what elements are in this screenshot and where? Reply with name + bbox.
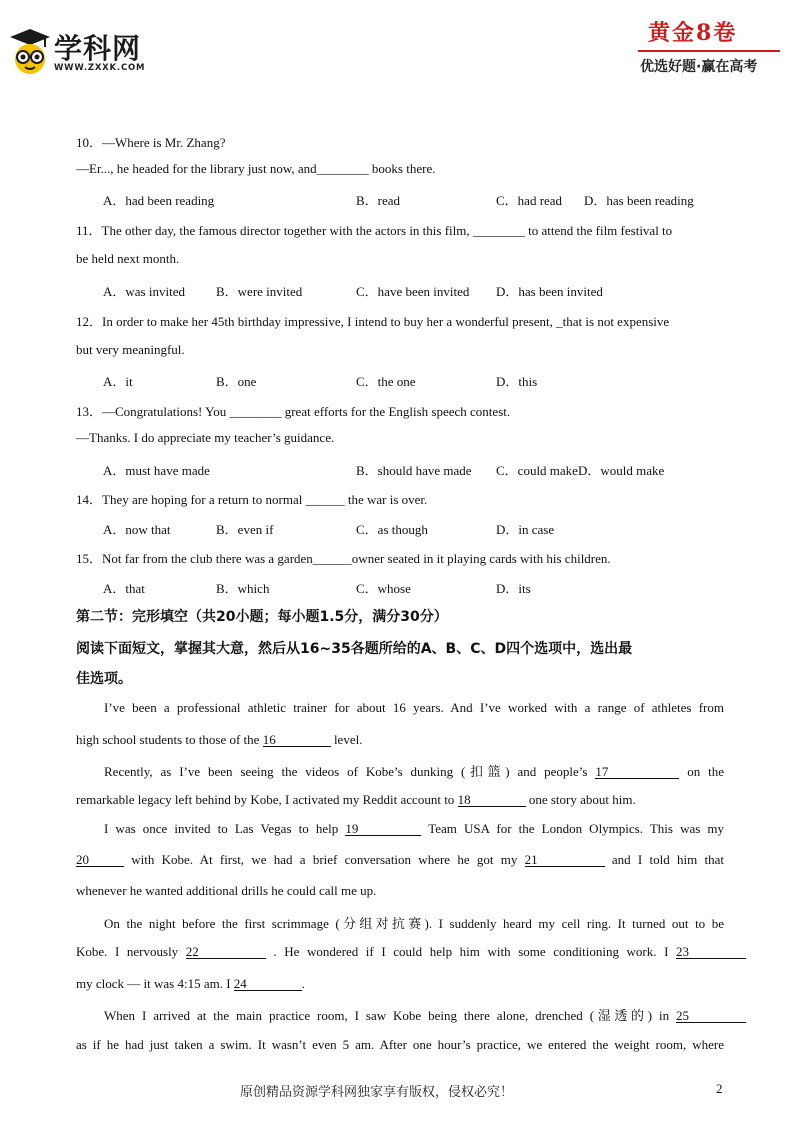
option-b: B．were invited — [216, 284, 303, 299]
option-b: B．read — [356, 193, 401, 208]
section-title: 第二节：完形填空（共20小题；每小题1.5分，满分30分） — [76, 609, 448, 625]
option-a: A．now that — [103, 522, 171, 537]
blank-21: 21 — [525, 853, 605, 867]
question-14-line-1: 14．They are hoping for a return to normal ______ the war is over. — [76, 492, 428, 507]
brand-title: 黄金8卷 — [648, 20, 738, 46]
blank-19: 19 — [345, 822, 421, 836]
passage-line: my clock — it was 4:15 am. I 24 . — [76, 976, 306, 991]
passage-line: Recently, as I’ve been seeing the videos of Kobe’s dunking (扣篮) and people’s 17 on the — [104, 764, 725, 779]
option-d: D．has been invited — [496, 284, 603, 299]
passage-line: high school students to those of the 16 level. — [76, 732, 363, 747]
blank-17: 17 — [595, 765, 679, 779]
blank-18: 18 — [458, 793, 526, 807]
option-b: B．should have made — [356, 463, 472, 478]
option-b: B．even if — [216, 522, 274, 537]
option-c: C．had read — [496, 193, 563, 208]
logo-url: WWW.ZXXK.COM — [54, 63, 146, 73]
passage-line: remarkable legacy left behind by Kobe, I activated my Reddit account to 18 one story about him. — [76, 792, 636, 807]
brand-divider — [638, 50, 780, 52]
page-number: 2 — [716, 1081, 723, 1096]
option-a: A．that — [103, 581, 145, 596]
question-13-line-2: —Thanks. I do appreciate my teacher’s guidance. — [76, 430, 335, 445]
blank-24: 24 — [234, 977, 302, 991]
option-d: D．in case — [496, 522, 555, 537]
option-a: A．was invited — [103, 284, 185, 299]
question-12-line-1: 12．In order to make her 45th birthday impressive, I intend to buy her a wonderful present, _that is not expensive — [76, 314, 670, 329]
option-c: C．the one — [356, 374, 416, 389]
blank-16: 16 — [263, 733, 331, 747]
section-instruction-line-1: 阅读下面短文，掌握其大意，然后从16~35各题所给的A、B、C、D四个选项中，选出最 — [76, 641, 633, 657]
blank-23: 23 — [676, 945, 746, 959]
question-11-line-1: 11．The other day, the famous director together with the actors in this film, ________ to attend the film festival to — [76, 223, 673, 238]
passage-line: as if he had just taken a swim. It wasn’t even 5 am. After one hour’s practice, we entered the weight room, where — [76, 1037, 724, 1052]
option-d: D．has been reading — [584, 193, 694, 208]
blank-20: 20 — [76, 853, 124, 867]
passage-line: Kobe. I nervously 22 . He wondered if I could help him with some conditioning work. I 23 — [76, 944, 746, 960]
passage-line: whenever he wanted additional drills he could call me up. — [76, 883, 377, 898]
option-c: C．whose — [356, 581, 411, 596]
passage-line: On the night before the first scrimmage (分组对抗赛). I suddenly heard my cell ring. It turned out to be — [104, 916, 724, 931]
question-10-line-1: 10．—Where is Mr. Zhang? — [76, 135, 226, 150]
option-d: D．its — [496, 581, 531, 596]
blank-25: 25 — [676, 1009, 746, 1023]
question-12-line-2: but very meaningful. — [76, 342, 185, 357]
passage-line: I was once invited to Las Vegas to help 19 Team USA for the London Olympics. This was my — [104, 821, 725, 836]
section-instruction-line-2: 佳选项。 — [76, 671, 132, 687]
option-b: B．which — [216, 581, 270, 596]
brand-slogan: 优选好题·赢在高考 — [640, 59, 758, 75]
option-d: D．this — [496, 374, 538, 389]
owl-mascot-icon — [8, 27, 52, 75]
passage-line: 20 with Kobe. At first, we had a brief conversation where he got my 21 and I told him that — [76, 852, 724, 867]
blank-22: 22 — [186, 945, 266, 959]
question-10-line-2: —Er..., he headed for the library just now, and________ books there. — [76, 161, 436, 176]
logo — [8, 25, 168, 80]
passage-line: When I arrived at the main practice room, I saw Kobe being there alone, drenched (湿透的) in 25 — [104, 1005, 746, 1024]
passage-line: I’ve been a professional athletic trainer for about 16 years. And I’ve worked with a range of athletes from — [104, 700, 724, 715]
question-15-line-1: 15．Not far from the club there was a garden______owner seated in it playing cards with his children. — [76, 551, 611, 566]
copyright-footer: 原创精品资源学科网独家享有版权，侵权必究！ — [240, 1085, 514, 1100]
option-c: C．as though — [356, 522, 428, 537]
option-a: A．had been reading — [103, 193, 215, 208]
option-a: A．must have made — [103, 463, 210, 478]
logo-text: 学科网 — [54, 32, 142, 65]
option-b: B．one — [216, 374, 257, 389]
question-11-line-2: be held next month. — [76, 251, 180, 266]
option-c-d: C．could makeD．would make — [496, 463, 665, 478]
option-c: C．have been invited — [356, 284, 470, 299]
question-13-line-1: 13．—Congratulations! You ________ great efforts for the English speech contest. — [76, 404, 511, 419]
option-a: A．it — [103, 374, 133, 389]
